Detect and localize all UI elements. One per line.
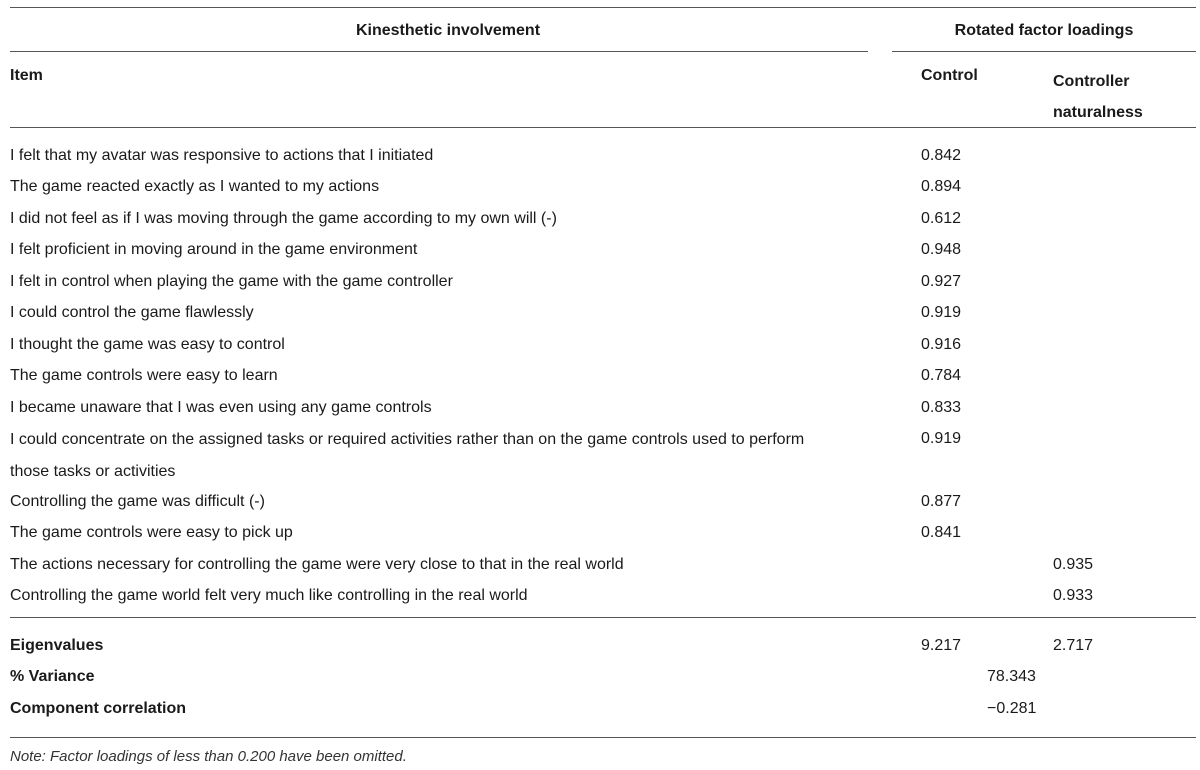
- row-item: Controlling the game was difficult (-): [10, 493, 265, 510]
- row-item: I felt proficient in moving around in the game environment: [10, 241, 418, 258]
- row-control: 0.927: [921, 273, 962, 290]
- left-group-rule: [10, 51, 868, 52]
- row-item: I felt in control when playing the game with the game controller: [10, 273, 453, 290]
- group-header-rotated-loadings: Rotated factor loadings: [954, 22, 1134, 39]
- row-item: I could control the game flawlessly: [10, 304, 254, 321]
- row-item: The game reacted exactly as I wanted to my actions: [10, 178, 380, 195]
- row-control: 0.894: [921, 178, 962, 195]
- header-bottom-rule: [10, 127, 1196, 128]
- row-control: 0.916: [921, 336, 962, 353]
- row-control: 0.842: [921, 147, 962, 164]
- row-item: Controlling the game world felt very much like controlling in the real world: [10, 587, 528, 604]
- row-item: I thought the game was easy to control: [10, 336, 285, 353]
- column-header-item: Item: [10, 67, 43, 84]
- row-item: The actions necessary for controlling the game were very close to that in the real world: [10, 556, 624, 573]
- row-control: 0.919: [921, 430, 962, 447]
- top-rule: [10, 7, 1196, 8]
- column-header-naturalness: Controller naturalness: [1053, 73, 1143, 121]
- right-group-rule: [892, 51, 1196, 52]
- row-control: 0.841: [921, 524, 962, 541]
- eigenvalues-control: 9.217: [921, 637, 962, 654]
- correlation-value: −0.281: [987, 700, 1037, 717]
- row-control: 0.784: [921, 367, 962, 384]
- row-item: I became unaware that I was even using any game controls: [10, 399, 432, 416]
- row-item: I could concentrate on the assigned tasks or required activities rather than on the game controls used to perform those tasks or activities: [10, 431, 805, 480]
- row-item: I felt that my avatar was responsive to actions that I initiated: [10, 147, 434, 164]
- row-control: 0.612: [921, 210, 962, 227]
- column-header-control: Control: [921, 67, 978, 84]
- row-control: 0.919: [921, 304, 962, 321]
- row-control: 0.833: [921, 399, 962, 416]
- eigenvalues-label: Eigenvalues: [10, 637, 104, 654]
- correlation-label: Component correlation: [10, 700, 187, 717]
- row-item: The game controls were easy to pick up: [10, 524, 293, 541]
- variance-value: 78.343: [987, 668, 1036, 685]
- row-naturalness: 0.935: [1053, 556, 1094, 573]
- row-control: 0.948: [921, 241, 962, 258]
- row-control: 0.877: [921, 493, 962, 510]
- eigenvalues-naturalness: 2.717: [1053, 637, 1094, 654]
- body-bottom-rule: [10, 617, 1196, 618]
- row-naturalness: 0.933: [1053, 587, 1094, 604]
- table-bottom-rule: [10, 737, 1196, 738]
- variance-label: % Variance: [10, 668, 95, 685]
- row-item: I did not feel as if I was moving through the game according to my own will (-): [10, 210, 557, 227]
- table-note: Note: Factor loadings of less than 0.200 have been omitted.: [10, 748, 407, 765]
- group-header-kinesthetic: Kinesthetic involvement: [355, 22, 541, 39]
- row-item: The game controls were easy to learn: [10, 367, 278, 384]
